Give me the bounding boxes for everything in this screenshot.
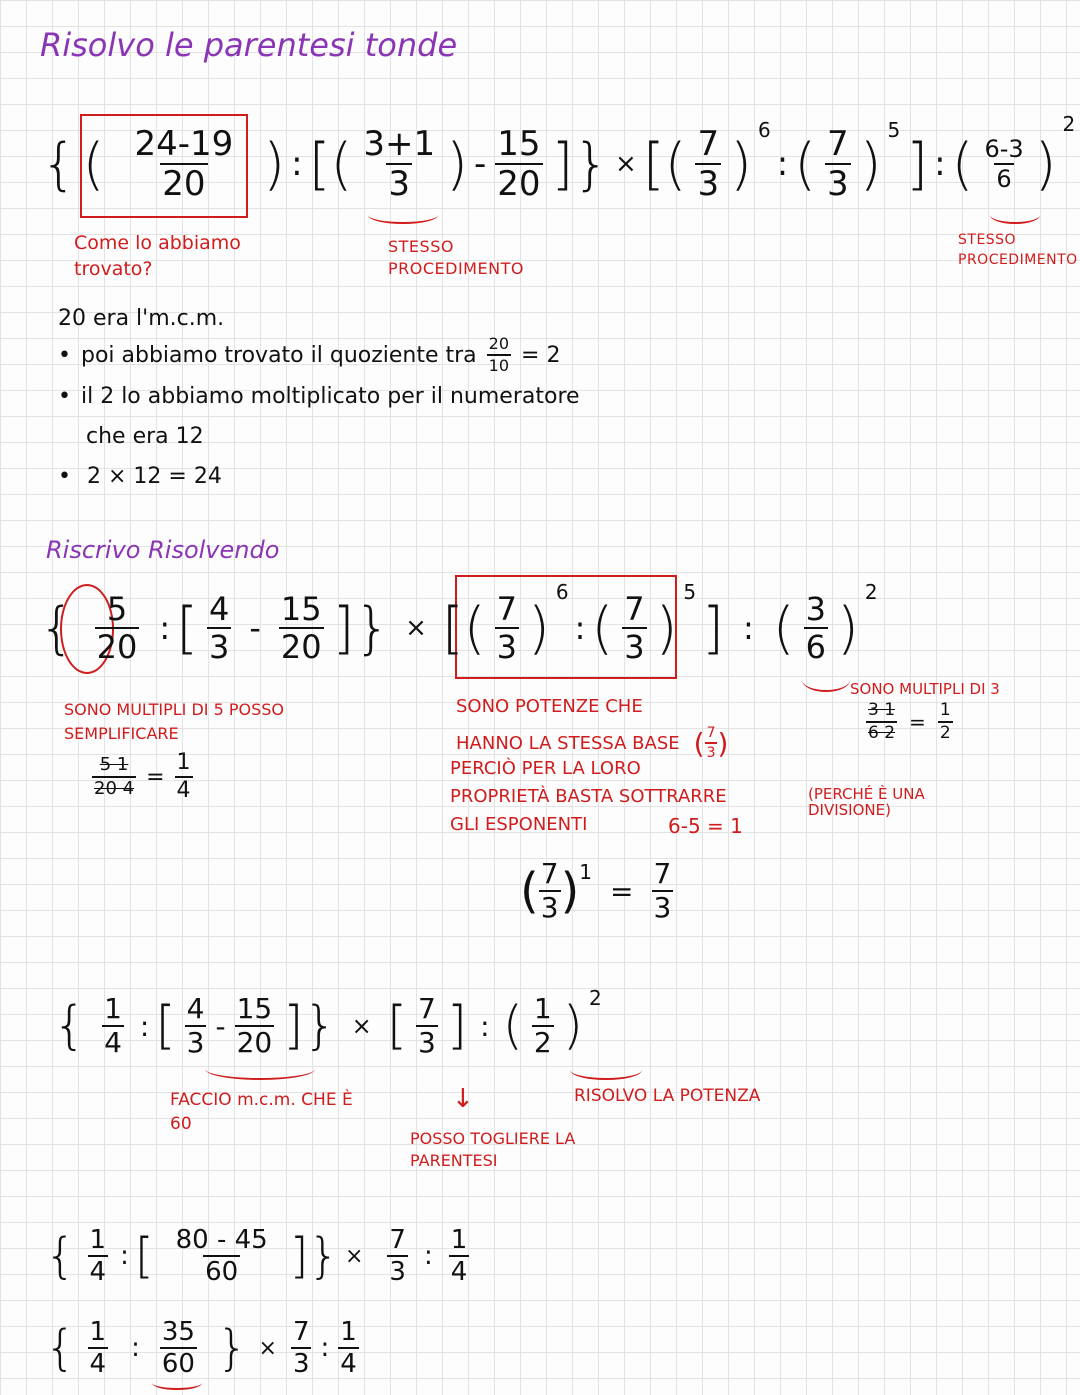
note-powers: HANNO LA STESSA BASE ( $\frac{7}{3}$ )	[456, 725, 729, 761]
fraction: $\frac{1}{4}$	[104, 992, 122, 1059]
expression-3: { $\frac{1}{4}$ : [ $\frac{4}{3}$ - $\frac{15}{20}$ ]} × [ $\frac{7}{3}$ ] : ( $\frac{1}{2}$ ) 2	[53, 986, 602, 1059]
fraction: $\frac{7}{3}$	[292, 1317, 310, 1379]
explain-line: che era 12	[86, 424, 204, 449]
simplification: $\frac{5 1}{20 4}$ = $\frac{1}{4}$	[94, 750, 191, 803]
note-powers: (PERCHÉ È UNA DIVISIONE)	[808, 785, 925, 819]
fraction: $\frac{80 - 45}{60}$	[175, 1225, 268, 1287]
expression-1: { ( $\frac{24-19}{20}$ ) : [( $\frac{3+1}{3}$ ) - $\frac{15}{20}$ ]} × [( $\frac{7}{3}$ ) 6 : ( $\frac{7}{3}$ ) 5 ] : ( $\frac{6-3}{6}$ ) 2	[41, 112, 1076, 204]
note-multiples-5: SONO MULTIPLI DI 5 POSSO SEMPLIFICARE	[64, 700, 285, 743]
fraction: $\frac{3}{6}$	[805, 590, 827, 666]
fraction: $\frac{7}{3}$	[389, 1225, 406, 1287]
note-powers: PROPRIETÀ BASTA SOTTRARRE	[450, 786, 727, 807]
fraction: $\frac{1}{4}$	[89, 1317, 107, 1379]
fraction: $\frac{4}{3}$	[186, 992, 205, 1059]
fraction: $\frac{7}{3}$	[697, 124, 720, 204]
expression-5: { $\frac{1}{4}$ : $\frac{35}{60}$ } × $\frac{7}{3}$ : $\frac{1}{4}$	[42, 1308, 365, 1388]
underline-arc	[205, 1058, 315, 1080]
fraction: $\frac{7}{3}$	[827, 124, 849, 204]
underline-arc	[570, 1060, 642, 1080]
note-powers: SONO POTENZE CHE	[456, 696, 643, 717]
section-heading: Riscrivo Risolvendo	[46, 536, 280, 564]
underline-arc	[802, 668, 850, 692]
underline-arc	[152, 1376, 202, 1390]
fraction: $\frac{3+1}{3}$	[363, 124, 436, 204]
fraction: $\frac{15}{20}$	[497, 124, 541, 204]
page-title: Risolvo le parentesi tonde	[40, 26, 458, 64]
fraction: $\frac{24-19}{20}$	[134, 124, 234, 204]
underline-arc	[990, 206, 1040, 224]
note-powers: 6-5 = 1	[668, 814, 743, 838]
arrow-down-icon: ↓	[452, 1084, 474, 1114]
fraction: $\frac{1}{2}$	[533, 992, 552, 1059]
note-remove-parenthesis: POSSO TOGLIERE LA PARENTESI	[410, 1129, 576, 1170]
fraction: $\frac{35}{60}$	[161, 1317, 195, 1379]
fraction: $\frac{4}{3}$	[209, 590, 230, 666]
note-multiples-3: SONO MULTIPLI DI 3	[850, 680, 1000, 698]
note-same-procedure: STESSO PROCEDIMENTO	[958, 232, 1078, 268]
fraction: $\frac{7}{3}$	[624, 590, 645, 666]
fraction: $\frac{1}{4}$	[89, 1225, 107, 1287]
note-same-procedure: STESSO PROCEDIMENTO	[388, 237, 524, 278]
expression-2: { $\frac{5}{20}$ : [ $\frac{4}{3}$ - $\frac{15}{20}$ ]} × [( $\frac{7}{3}$ ) 6 : ( $\frac{7}{3}$ ) 5 ] : ( $\frac{3}{6}$ ) 2	[39, 580, 878, 666]
fraction: $\frac{5}{20}$	[96, 590, 138, 666]
simplification: $\frac{3 1}{6 2}$ = $\frac{1}{2}$	[868, 700, 951, 743]
underline-arc	[368, 206, 438, 224]
fraction: $\frac{15}{20}$	[236, 992, 273, 1059]
fraction: $\frac{7}{3}$	[496, 590, 517, 666]
power-result: ( $\frac{7}{3}$ ) 1 = $\frac{7}{3}$	[520, 857, 672, 924]
fraction: $\frac{6-3}{6}$	[984, 135, 1024, 193]
note-how: Come lo abbiamo trovato?	[74, 232, 241, 280]
explain-line: • il 2 lo abbiamo moltiplicato per il numeratore	[58, 384, 580, 409]
fraction: $\frac{1}{4}$	[450, 1225, 468, 1287]
fraction: $\frac{1}{4}$	[340, 1317, 357, 1379]
note-power: RISOLVO LA POTENZA	[574, 1086, 761, 1106]
explain-line: • 2 × 12 = 24	[58, 464, 222, 489]
note-powers: GLI ESPONENTI	[450, 814, 588, 835]
expression-4: { $\frac{1}{4}$ : [ $\frac{80 - 45}{60}$ ]} × $\frac{7}{3}$ : $\frac{1}{4}$	[42, 1218, 475, 1294]
note-powers: PERCIÒ PER LA LORO	[450, 758, 641, 779]
note-lcm: FACCIO m.c.m. CHE È 60	[170, 1090, 353, 1134]
fraction: $\frac{7}{3}$	[418, 992, 436, 1059]
explain-line: 20 era l'm.c.m.	[58, 306, 225, 331]
explain-line: • poi abbiamo trovato il quoziente tra $\frac{20}{10}$ = 2	[58, 334, 561, 375]
fraction: $\frac{15}{20}$	[280, 590, 322, 666]
